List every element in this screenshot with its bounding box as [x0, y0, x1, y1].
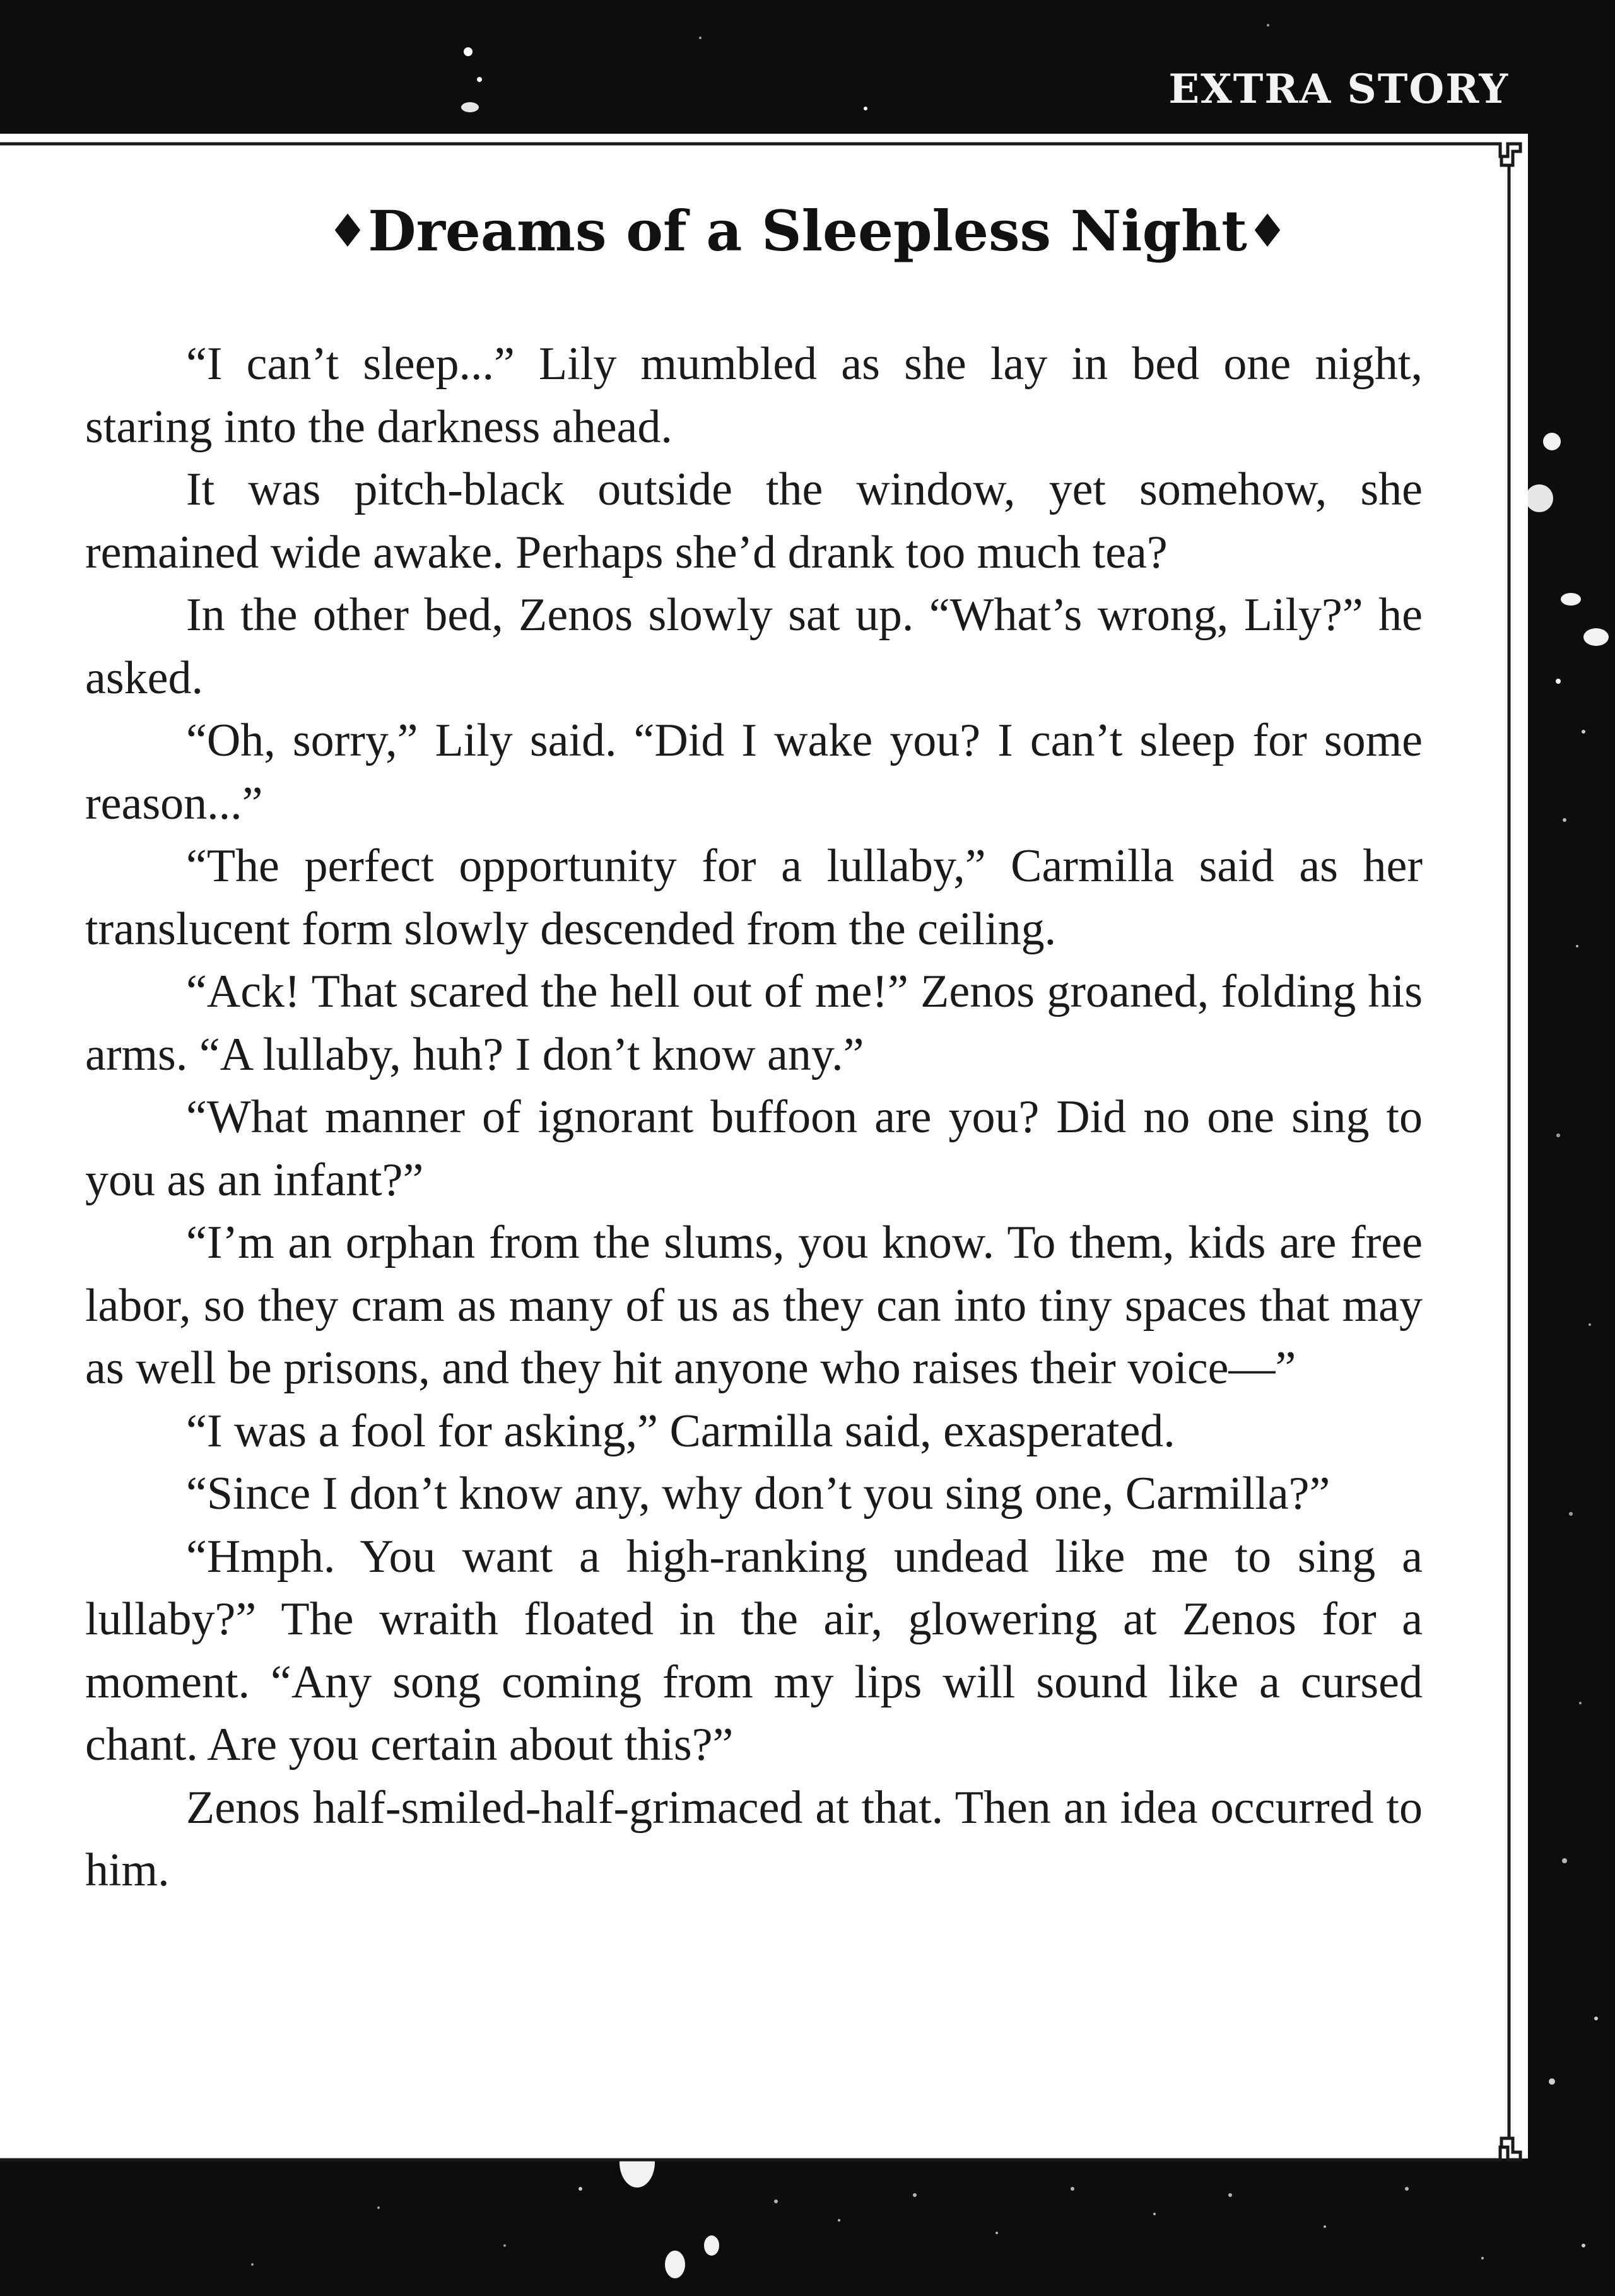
paragraph: “I was a fool for asking,” Carmilla said, exasperated.	[186, 1405, 1175, 1457]
paragraph: “Since I don’t know any, why don’t you sing one, Carmilla?”	[186, 1468, 1330, 1520]
section-header: EXTRA STORY	[1168, 66, 1509, 113]
paragraph: “I can’t sleep...” Lily mumbled as she lay in bed one night, staring into the darkness ahead.	[85, 338, 1423, 453]
paragraph: It was pitch-black outside the window, yet somehow, she remained wide awake. Perhaps she’d drank too much tea?	[85, 464, 1423, 578]
paragraph: “Oh, sorry,” Lily said. “Did I wake you? I can’t sleep for some reason...”	[85, 715, 1423, 829]
chapter-title-text: Dreams of a Sleepless Night	[368, 198, 1247, 264]
story-body	[85, 333, 1423, 1902]
paragraph: “What manner of ignorant buffoon are you? Did no one sing to you as an infant?”	[85, 1091, 1423, 1206]
paragraph: “Ack! That scared the hell out of me!” Zenos groaned, folding his arms. “A lullaby, huh? I don’t know any.”	[85, 966, 1423, 1081]
paragraph: “The perfect opportunity for a lullaby,” Carmilla said as her translucent form slowly descended from the ceiling.	[85, 840, 1423, 955]
chapter-title	[0, 198, 1615, 264]
paragraph: In the other bed, Zenos slowly sat up. “What’s wrong, Lily?” he asked.	[85, 589, 1423, 704]
paragraph: “Hmph. You want a high-ranking undead like me to sing a lullaby?” The wraith floated in the air, glowering at Zenos for a moment. “Any song coming from my lips will sound like a cursed chant. Are you certain about this?”	[85, 1530, 1423, 1771]
diamond-ornament-icon: ♦	[327, 204, 368, 257]
paragraph: “I’m an orphan from the slums, you know. To them, kids are free labor, so they cram as many of us as they can into tiny spaces that may as well be prisons, and they hit anyone who raises their voice—”	[85, 1217, 1423, 1394]
diamond-ornament-icon: ♦	[1247, 204, 1288, 257]
paragraph: Zenos half-smiled-half-grimaced at that. Then an idea occurred to him.	[85, 1781, 1423, 1896]
